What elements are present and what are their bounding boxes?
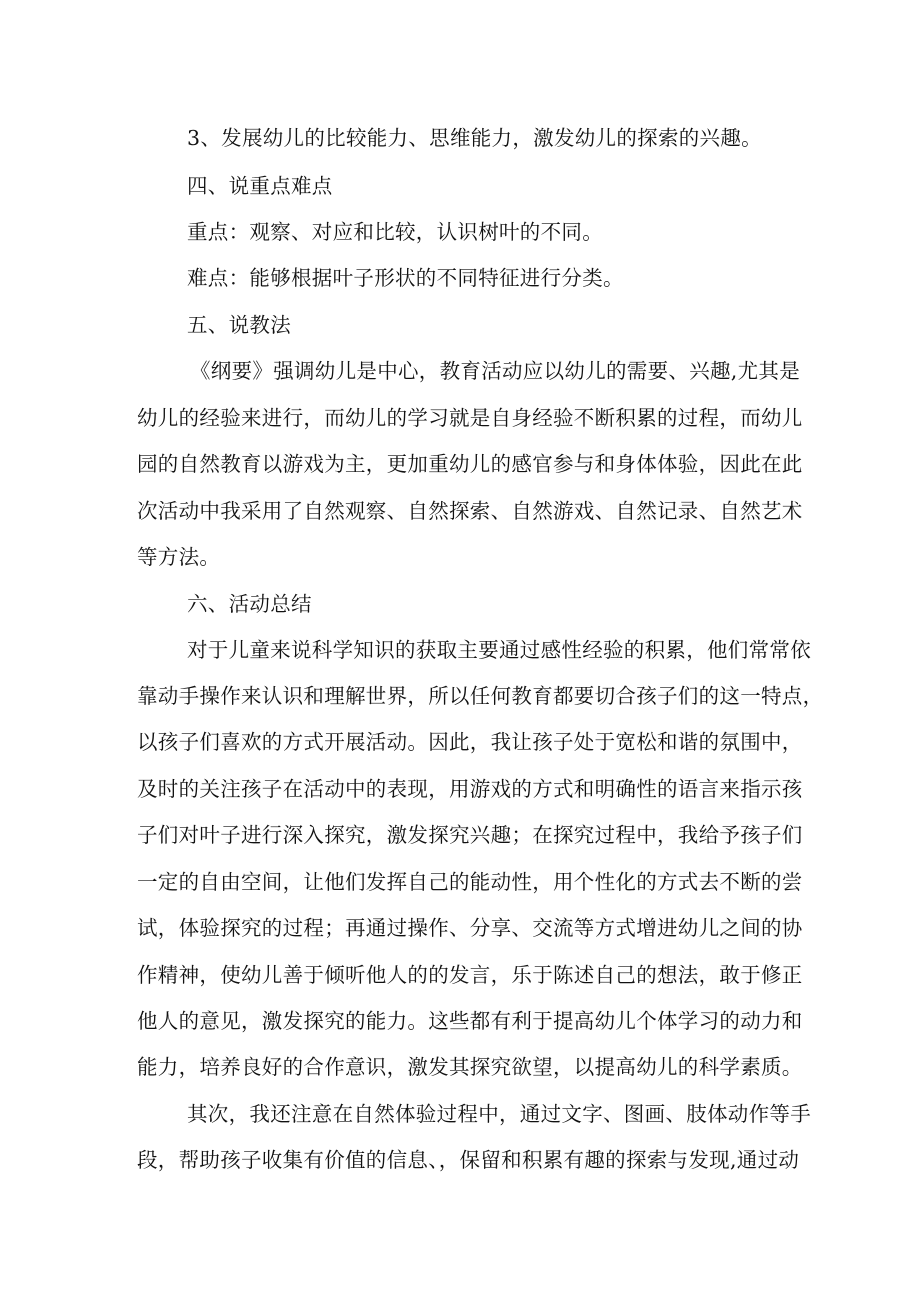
paragraph-line: 《纲要》强调幼儿是中心，教育活动应以幼儿的需要、兴趣,尤其是 xyxy=(190,359,801,383)
paragraph-line: 其次，我还注意在自然体验过程中，通过文字、图画、肢体动作等手 xyxy=(187,1102,811,1126)
paragraph-line: 段，帮助孩子收集有价值的信息、，保留和积累有趣的探索与发现,通过动 xyxy=(137,1148,800,1172)
section-heading-key-points: 四、说重点难点 xyxy=(187,174,333,198)
list-item-goal-3: 3、发展幼儿的比较能力、思维能力，激发幼儿的探索的兴趣。 xyxy=(187,126,762,150)
paragraph-line: 他人的意见，激发探究的能力。这些都有利于提高幼儿个体学习的动力和 xyxy=(137,1009,803,1033)
paragraph-line: 试，体验探究的过程；再通过操作、分享、交流等方式增进幼儿之间的协 xyxy=(137,916,803,940)
section-heading-summary: 六、活动总结 xyxy=(187,592,312,616)
paragraph-line: 幼儿的经验来进行，而幼儿的学习就是自身经验不断积累的过程，而幼儿 xyxy=(137,406,803,430)
paragraph-line: 子们对叶子进行深入探究，激发探究兴趣；在探究过程中，我给予孩子们 xyxy=(137,823,803,847)
paragraph-line: 对于儿童来说科学知识的获取主要通过感性经验的积累，他们常常依 xyxy=(187,638,811,662)
paragraph-line: 一定的自由空间，让他们发挥自己的能动性，用个性化的方式去不断的尝 xyxy=(137,870,803,894)
key-point-text: 重点：观察、对应和比较，认识树叶的不同。 xyxy=(187,220,603,244)
paragraph-line: 靠动手操作来认识和理解世界，所以任何教育都要切合孩子们的这一特点， xyxy=(137,684,824,708)
paragraph-line: 园的自然教育以游戏为主，更加重幼儿的感官参与和身体体验，因此在此 xyxy=(137,452,803,476)
paragraph-line: 作精神，使幼儿善于倾听他人的的发言，乐于陈述自己的想法，敢于修正 xyxy=(137,963,803,987)
paragraph-line: 以孩子们喜欢的方式开展活动。因此，我让孩子处于宽松和谐的氛围中， xyxy=(137,730,803,754)
paragraph-line: 能力，培养良好的合作意识，激发其探究欲望，以提高幼儿的科学素质。 xyxy=(137,1055,803,1079)
difficulty-text: 难点：能够根据叶子形状的不同特征进行分类。 xyxy=(187,266,624,290)
section-heading-teaching-method: 五、说教法 xyxy=(187,313,291,337)
paragraph-line: 次活动中我采用了自然观察、自然探索、自然游戏、自然记录、自然艺术 xyxy=(137,499,803,523)
paragraph-line: 等方法。 xyxy=(137,545,221,569)
paragraph-line: 及时的关注孩子在活动中的表现，用游戏的方式和明确性的语言来指示孩 xyxy=(137,777,803,801)
